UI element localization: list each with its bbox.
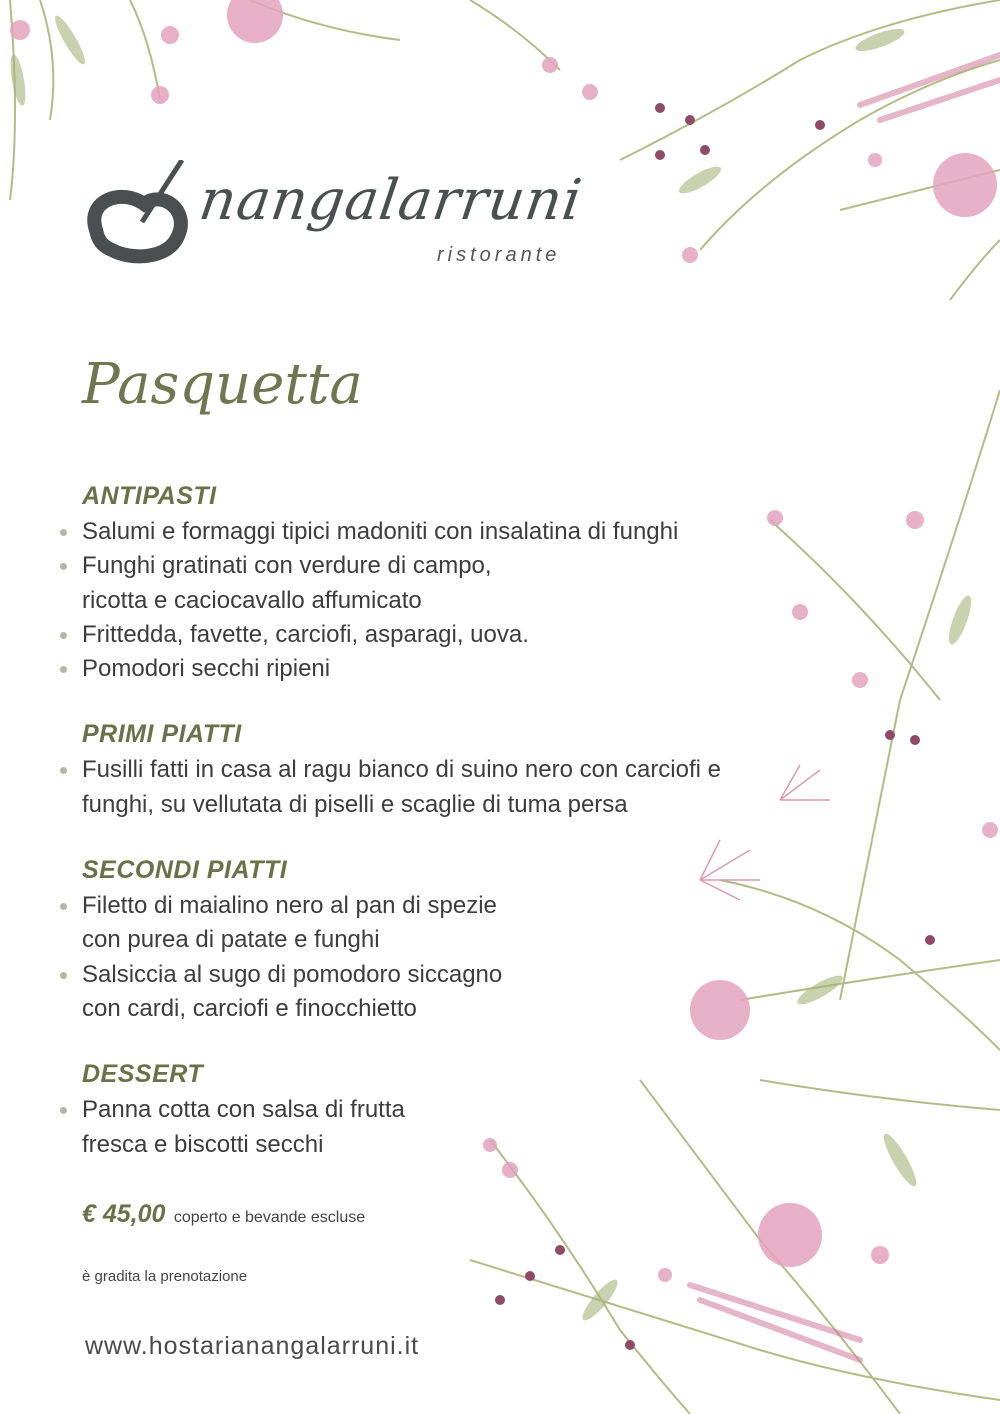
dish-item (58, 549, 798, 618)
dish-text-line: Fusilli fatti in casa al ragu bianco di suino nero con carciofi e (82, 756, 721, 784)
dish-item (58, 618, 798, 652)
dish-text-line: ricotta e caciocavallo affumicato (82, 586, 422, 614)
menu-section (58, 720, 798, 822)
dish-text-line: Salumi e formaggi tipici madoniti con insalatina di funghi (82, 518, 679, 545)
menu-section (58, 1060, 798, 1162)
dish-list (58, 1093, 798, 1162)
section-title: ANTIPASTI (82, 482, 217, 510)
dish-text-line: Funghi gratinati con verdure di campo, (82, 552, 492, 580)
dish-item (58, 753, 798, 822)
dish-list (58, 515, 798, 686)
dish-text-line: Salsiccia al sugo di pomodoro siccagno (82, 960, 503, 988)
restaurant-logo (82, 150, 602, 280)
dish-text-line: Pomodori secchi ripieni (82, 655, 331, 683)
dish-text-line: con cardi, carciofi e finocchietto (82, 994, 417, 1022)
section-title: PRIMI PIATTI (82, 720, 242, 749)
dish-text-line: Filetto di maialino nero al pan di spezie (82, 892, 497, 920)
price-note: coperto e bevande escluse (173, 1209, 366, 1226)
price-amount: € 45,00 (82, 1200, 166, 1228)
dish-item (58, 958, 798, 1027)
price-row (82, 1200, 365, 1229)
section-title: SECONDI PIATTI (82, 856, 288, 885)
dish-text-line: con purea di patate e funghi (82, 926, 380, 954)
menu-title: Pasquetta (82, 352, 363, 417)
dish-text-line: Frittedda, favette, carciofi, asparagi, uova. (82, 620, 529, 648)
dish-text-line: Panna cotta con salsa di frutta (82, 1096, 405, 1124)
brand-subtitle: ristorante (437, 244, 561, 266)
dish-item (58, 652, 798, 686)
dish-item (58, 515, 798, 549)
dish-list (58, 753, 798, 822)
logo-mark-icon (82, 160, 192, 270)
dish-item (58, 1093, 798, 1162)
dish-text-line: fresca e biscotti secchi (82, 1130, 324, 1158)
website-link[interactable]: www.hostarianangalarruni.it (85, 1332, 420, 1360)
dish-item (58, 889, 798, 958)
brand-name: nangalarruni (195, 168, 587, 233)
menu-section (58, 856, 798, 1026)
dish-text-line: funghi, su vellutata di piselli e scaglie di tuma persa (82, 790, 628, 818)
section-title: DESSERT (82, 1060, 204, 1089)
menu-section (58, 482, 798, 686)
dish-list (58, 889, 798, 1026)
reservation-note: è gradita la prenotazione (82, 1268, 248, 1285)
menu-list (58, 482, 798, 1196)
